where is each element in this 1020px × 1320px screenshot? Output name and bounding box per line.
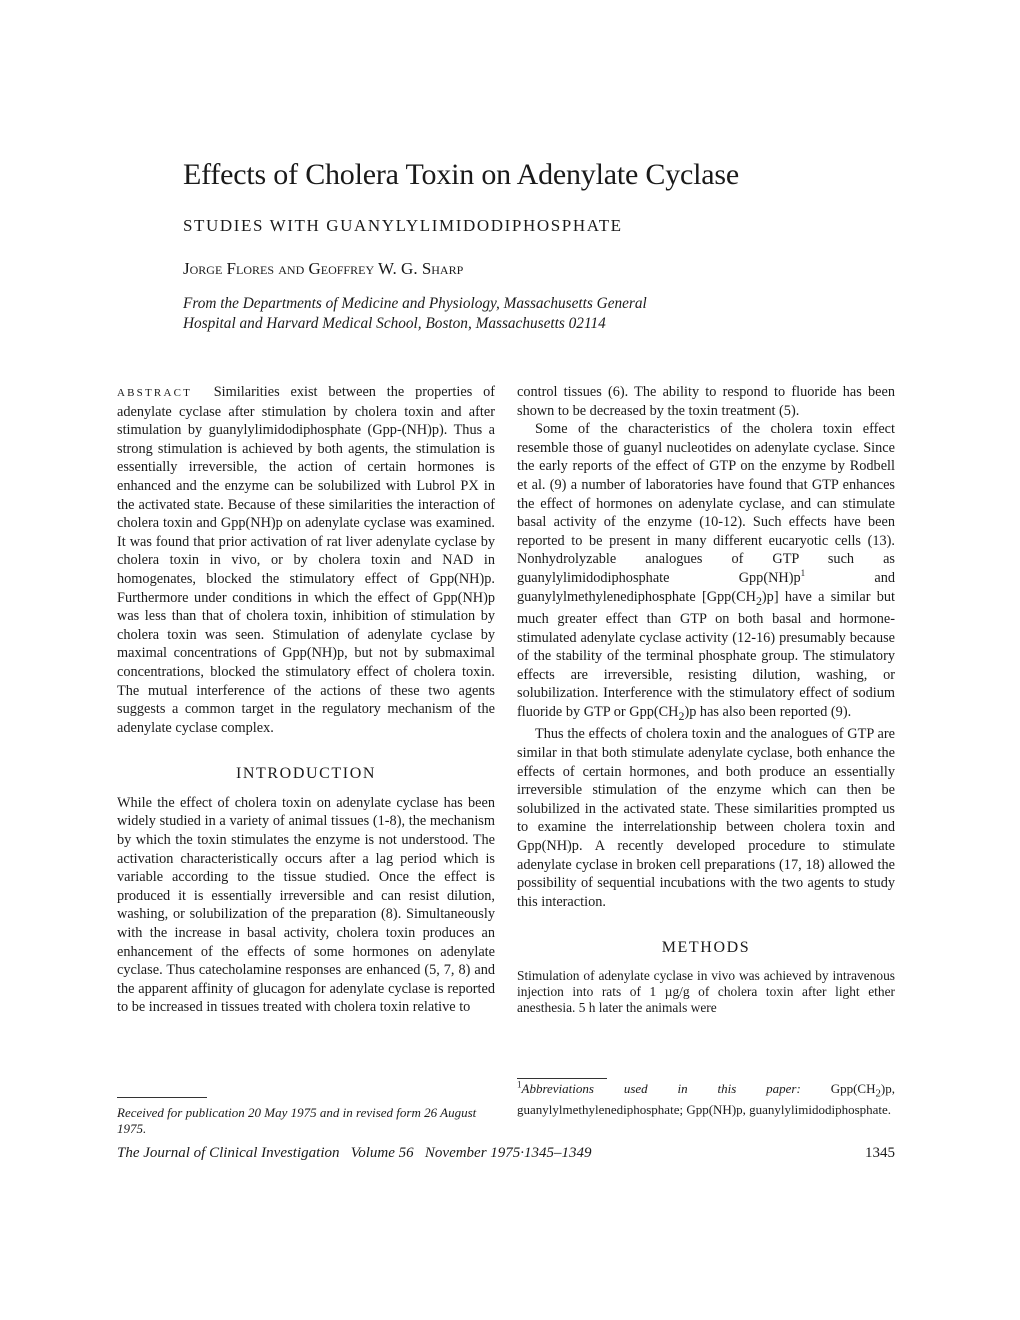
footnote-text-a: Gpp(CH <box>800 1081 876 1096</box>
introduction-heading: INTRODUCTION <box>235 765 377 783</box>
methods-heading: METHODS <box>661 939 751 957</box>
affiliation <box>183 294 903 334</box>
left-column <box>117 383 495 1017</box>
journal-volume: Volume 56 <box>350 1145 414 1161</box>
introduction-paragraph-2 <box>517 420 895 725</box>
paragraph-2-part-c: )p] have a similar but much greater effect than GTP on both basal and hormone-stimulated adenylate cyclase activity (12-16) presumably because of the stability of the terminal phosphate group. The stimulatory effects are irreversible, resisting dilution, washing, or solubilization. Interference with the stimulatory effect of sodium fluoride by GTP or Gpp(CH <box>517 588 895 720</box>
paragraph-2-part-b: and guanylylmethylenediphosphate [Gpp(CH <box>517 569 895 605</box>
footnote-subscript: 2 <box>875 1087 881 1100</box>
page-number: 1345 <box>865 1145 895 1161</box>
journal-issue: November 1975·1345–1349 <box>424 1145 592 1161</box>
right-column <box>517 383 895 1017</box>
abstract-label: ABSTRACT <box>117 387 193 399</box>
abstract-text: Similarities exist between the properties of adenylate cyclase after stimulation by cholera toxin and after stimulation by guanylylimidodiphosphate (Gpp-(NH)p). Thus a strong stimulation is achieved by both agents, the stimulation is essentially irreversible, the action of certain hormones is enhanced and the enzyme can be solubilized with Lubrol PX in the activated state. Because of these similarities the interaction of cholera toxin and Gpp(NH)p on adenylate cyclase was examined. It was found that prior activation of rat liver adenylate cyclase by cholera toxin in vivo, or by cholera toxin and NAD in homogenates, blocked the stimulatory effect of Gpp(NH)p. Furthermore under conditions in which the effect of Gpp(NH)p was less than that of cholera toxin, inhibition of stimulation by cholera toxin was seen. Stimulation of adenylate cyclase by maximal concentrations of Gpp(NH)p, but not by submaximal concentrations, blocked the stimulatory effect of cholera toxin. The mutual interference of the actions of these two agents suggests a common target in the regulatory mechanism of the adenylate cyclase complex. <box>117 384 495 736</box>
footnote-reference: 1 <box>800 568 806 579</box>
introduction-paragraph-1-continued: control tissues (6). The ability to respond to fluoride has been shown to be decreased by the toxin treatment (5). <box>517 384 895 419</box>
received-note: Received for publication 20 May 1975 and in revised form 26 August 1975. <box>117 1105 477 1136</box>
paragraph-2-part-a: Some of the characteristics of the cholera toxin effect resemble those of guanyl nucleotides on adenylate cyclase. Since the early reports of the effect of GTP on the enzyme by Rodbell et al. (9) a number of laboratories have found that GTP enhances the effect of hormones on adenylate cyclase, and can stimulate basal activity of the enzyme (10-12). Such effects have been reported to be present in many different eucaryotic cells (13). Nonhydrolyzable analogues of GTP such as guanylylimidodiphosphate Gpp(NH)p <box>517 421 895 586</box>
paragraph-2-part-d: )p has also been reported (9). <box>684 703 852 720</box>
footnote-text-b: )p, guanylylmethylenediphosphate; Gpp(NH)p, guanylylimidodiphosphate. <box>517 1081 895 1117</box>
methods-text: Stimulation of adenylate cyclase in vivo was achieved by intravenous injection into rats of 1 µg/g of cholera toxin after light ether anesthesia. 5 h later the animals were <box>517 967 895 1016</box>
journal-name: The Journal of Clinical Investigation <box>117 1145 340 1161</box>
subscript: 2 <box>755 593 762 608</box>
footnote-mark: 1 <box>517 1079 522 1090</box>
introduction-paragraph-1: While the effect of cholera toxin on adenylate cyclase has been widely studied in a variety of animal tissues (1-8), the mechanism by which the toxin stimulates the enzyme is not understood. The activation characteristically occurs after a lag period which is variable according to the tissue studied. Once the effect is produced it is essentially irreversible and can resist dilution, washing, or solubilization of the preparation (8). Simultaneously with the increase in basal activity, cholera toxin produces an enhancement of the effects of some hormones on adenylate cyclase. Thus catecholamine responses are enhanced (5, 7, 8) and the apparent affinity of glucagon for adenylate cyclase is reported to be increased in tissues treated with cholera toxin relative to <box>117 794 495 1016</box>
article-subtitle: STUDIES WITH GUANYLYLIMIDODIPHOSPHATE <box>183 216 623 235</box>
footnote-label: Abbreviations used in this paper: <box>521 1081 801 1096</box>
abstract <box>117 383 495 737</box>
footnote-divider-right <box>517 1078 607 1079</box>
introduction-paragraph-3: Thus the effects of cholera toxin and the analogues of GTP are similar in that both stimulate adenylate cyclase, both enhance the effects of certain hormones, and both produce an essentially irreversible stimulation of the enzyme which can then be solubilized in the activated state. These similarities prompted us to examine the interrelationship between cholera toxin and Gpp(NH)p. A recently developed procedure to stimulate adenylate cyclase in broken cell preparations (17, 18) allowed the possibility of sequential incubations with the two agents to study this interaction. <box>517 726 895 910</box>
affiliation-line-1: From the Departments of Medicine and Physiology, Massachusetts General <box>183 295 647 312</box>
footnote <box>517 1078 895 1118</box>
footnote-divider-left <box>117 1097 207 1098</box>
authors: Jorge Flores and Geoffrey W. G. Sharp <box>183 259 464 278</box>
article-title: Effects of Cholera Toxin on Adenylate Cyclase <box>183 158 739 191</box>
journal-footer <box>117 1143 895 1163</box>
subscript: 2 <box>678 708 685 723</box>
affiliation-line-2: Hospital and Harvard Medical School, Boston, Massachusetts 02114 <box>183 315 606 332</box>
